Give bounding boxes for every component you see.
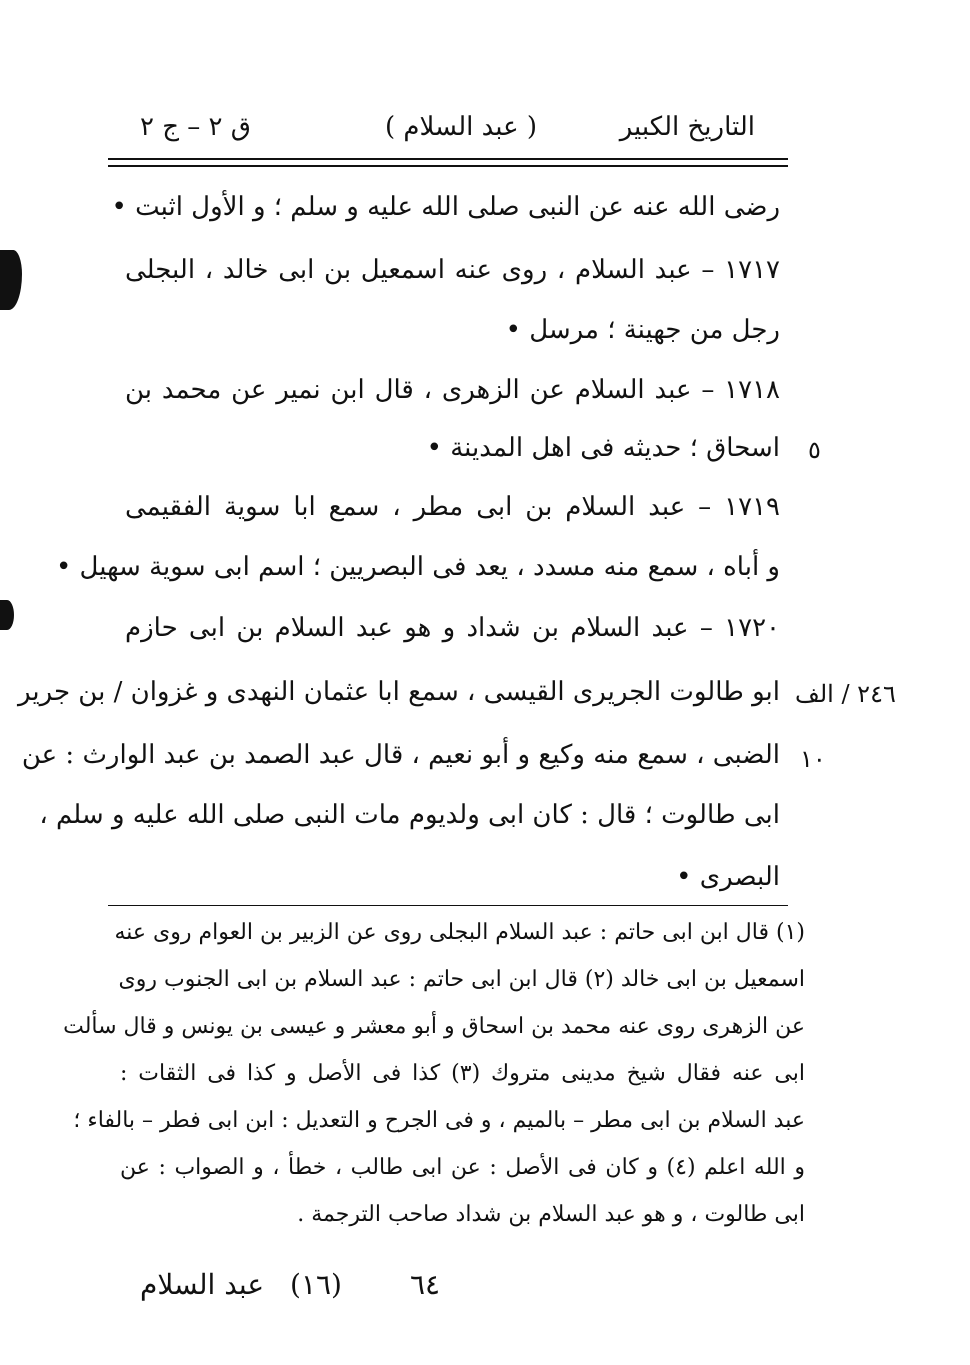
footer-signature-number: (١٦) [290,1268,342,1301]
footnote-line: عن الزهرى روى عنه محمد بن اسحاق و أبو معشر و عيسى بن يونس و قال سألت [63,1014,805,1039]
running-title: التاريخ الكبير [619,112,755,142]
running-section: ( عبد السلام ) [385,112,538,142]
footnote-line: اسمعيل بن ابى خالد (٢) قال ابن ابى حاتم : عبد السلام بن ابى الجنوب روى [118,967,805,992]
line-number-5: ٥ [808,436,821,464]
header-rule [108,165,788,167]
footnote-line: عبد السلام بن ابى مطر – بالميم ، و فى الجرح و التعديل : ابن ابى فطر – بالفاء ؛ [73,1108,805,1133]
text-line: رجل من جهينة ؛ مرسل • [505,315,780,345]
entry-1720: ١٧٢٠ – عبد السلام بن شداد و هو عبد السلام بن ابى حازم [125,613,780,643]
text-line: ابى طالوت ؛ قال : كان ابى ولديوم مات النبى صلى الله عليه و سلم ، [39,800,780,830]
text-line: ابو طالوت الجريرى القيسى ، سمع ابا عثمان النهدى و غزوان / بن جرير [18,677,780,707]
footnote-line: (١) قال ابن ابى حاتم : عبد السلام البجلى روى عن الزبير بن العوام روى عنه [114,920,805,945]
page-number: ٦٤ [410,1268,441,1301]
entry-1717: ١٧١٧ – عبد السلام ، روى عنه اسمعيل بن ابى خالد ، البجلى [125,255,780,285]
volume-indicator: ق ٢ – ج ٢ [140,112,251,142]
text-line: اسحاق ؛ حديثه فى اهل المدينة • [426,433,780,463]
text-line: و أباه ، سمع منه مسدد ، يعد فى البصريين ؛ اسم ابى سوية سهيل • [55,552,780,582]
entry-1719: ١٧١٩ – عبد السلام بن ابى مطر ، سمع ابا سوية الفقيمى [125,492,780,522]
footnote-rule [108,905,788,906]
folio-marker: ٢٤٦ / الف [795,680,896,708]
text-line: الضبى ، سمع منه وكيع و أبو نعيم ، قال عبد الصمد بن عبد الوارث : عن [21,740,780,770]
footer-section-name: عبد السلام [140,1268,265,1301]
header-rule [108,158,788,160]
line-number-10: ١٠ [800,745,826,773]
footnote-line: و الله اعلم (٤) و كان فى الأصل : عن ابى طالب ، خطأ ، و الصواب : عن [120,1155,805,1180]
entry-1718: ١٧١٨ – عبد السلام عن الزهرى ، قال ابن نمير عن محمد بن [125,375,780,405]
footnote-line: ابى طالوت ، و هو عبد السلام بن شداد صاحب الترجمة . [297,1202,805,1227]
text-line: البصرى • [676,862,780,892]
scan-edge-mark [0,250,22,310]
footnote-line: ابى عنه فقال شيخ مدينى متروك (٣) كذا فى الأصل و كذا فى الثقات : [120,1061,805,1086]
text-line: رضى الله عنه عن النبى صلى الله عليه و سلم ؛ و الأول اثبت • [111,192,780,222]
scan-edge-mark [0,600,14,630]
